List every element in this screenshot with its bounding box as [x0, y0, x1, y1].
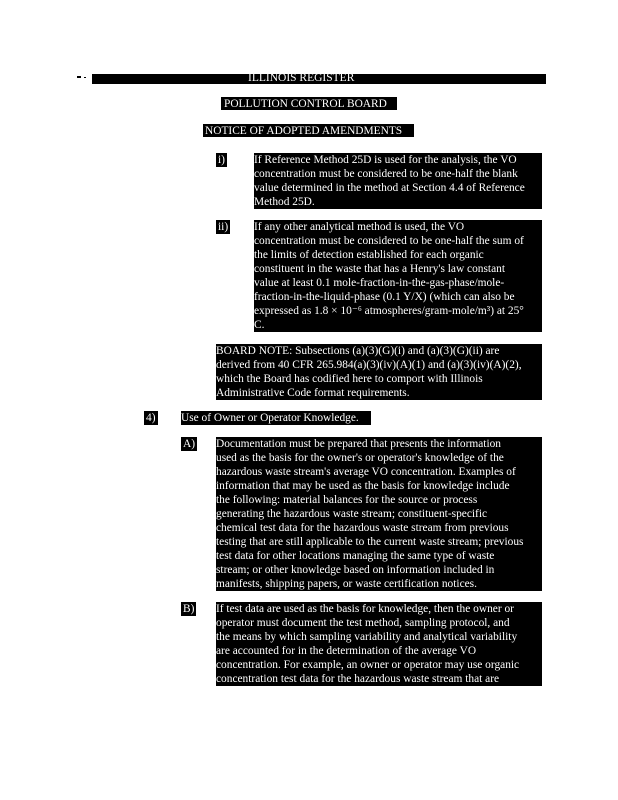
text-line: hazardous waste stream's average VO concentration. Examples of: [216, 466, 516, 478]
section-i-marker: i): [218, 154, 225, 166]
text-line: testing that are still applicable to the current waste stream; previous: [216, 536, 524, 548]
text-line: operator must document the test method, sampling protocol, and: [216, 617, 510, 629]
text-line: constituent in the waste that has a Henry's law constant: [254, 263, 506, 275]
text-line: stream; or other knowledge based on information included in: [216, 564, 495, 576]
board-note: [216, 344, 542, 400]
text-line: If test data are used as the basis for knowledge, then the owner or: [216, 603, 514, 615]
text-line: manifests, shipping papers, or waste certification notices.: [216, 578, 477, 590]
board-title: POLLUTION CONTROL BOARD: [224, 98, 387, 110]
text-line: information that may be used as the basis for knowledge include: [216, 480, 510, 492]
item-4-title: Use of Owner or Operator Knowledge.: [181, 412, 359, 424]
text-line: Method 25D.: [254, 196, 315, 208]
text-line: the following: material balances for the source or process: [216, 494, 478, 506]
text-line: the limits of detection established for each organic: [254, 249, 484, 261]
text-line: If any other analytical method is used, the VO: [254, 221, 465, 233]
text-line: derived from 40 CFR 265.984(a)(3)(iv)(A)(1) and (a)(3)(iv)(A)(2),: [216, 359, 522, 371]
scan-speck: [84, 77, 86, 78]
item-4-title-bar: [181, 411, 371, 425]
text-line: concentration test data for the hazardous waste stream that are: [216, 673, 500, 685]
text-line: Administrative Code format requirements.: [216, 387, 410, 399]
section-ii-marker: ii): [218, 221, 229, 233]
notice-title-bar: [203, 124, 414, 137]
subsection-b-body: [216, 602, 542, 686]
item-4-marker: 4): [146, 412, 156, 424]
text-line: If Reference Method 25D is used for the analysis, the VO: [254, 154, 517, 166]
section-i-body: [254, 153, 542, 209]
text-line: BOARD NOTE: Subsections (a)(3)(G)(i) and (a)(3)(G)(ii) are: [216, 345, 500, 357]
text-line: which the Board has codified here to comport with Illinois: [216, 373, 483, 385]
text-line: expressed as 1.8 × 10⁻⁶ atmospheres/gram-mole/m³) at 25°: [254, 305, 524, 317]
text-line: chemical test data for the hazardous waste stream from previous: [216, 522, 509, 534]
notice-title: NOTICE OF ADOPTED AMENDMENTS: [205, 125, 403, 137]
text-line: the means by which sampling variability and analytical variability: [216, 631, 518, 643]
text-line: generating the hazardous waste stream; constituent-specific: [216, 508, 488, 520]
text-line: fraction-in-the-liquid-phase (0.1 Y/X) (which can also be: [254, 291, 515, 303]
subsection-b-marker: B): [183, 603, 195, 615]
text-line: used as the basis for the owner's or operator's knowledge of the: [216, 452, 504, 464]
text-line: are accounted for in the determination of the average VO: [216, 645, 477, 657]
subsection-a-body: [216, 437, 542, 591]
text-line: value at least 0.1 mole-fraction-in-the-gas-phase/mole-: [254, 277, 505, 289]
text-line: concentration must be considered to be one-half the sum of: [254, 235, 524, 247]
text-line: Documentation must be prepared that presents the information: [216, 438, 501, 450]
text-line: test data for other locations managing the same type of waste: [216, 550, 495, 562]
register-title: ILLINOIS REGISTER: [248, 72, 355, 84]
text-line: value determined in the method at Section 4.4 of Reference: [254, 182, 525, 194]
section-ii-body: [254, 220, 542, 332]
text-line: concentration must be considered to be one-half the blank: [254, 168, 518, 180]
subsection-a-marker: A): [183, 438, 196, 450]
text-line: concentration. For example, an owner or operator may use organic: [216, 659, 520, 671]
board-title-bar: [221, 97, 397, 110]
text-line: C.: [254, 319, 265, 331]
scan-speck: [77, 76, 81, 78]
